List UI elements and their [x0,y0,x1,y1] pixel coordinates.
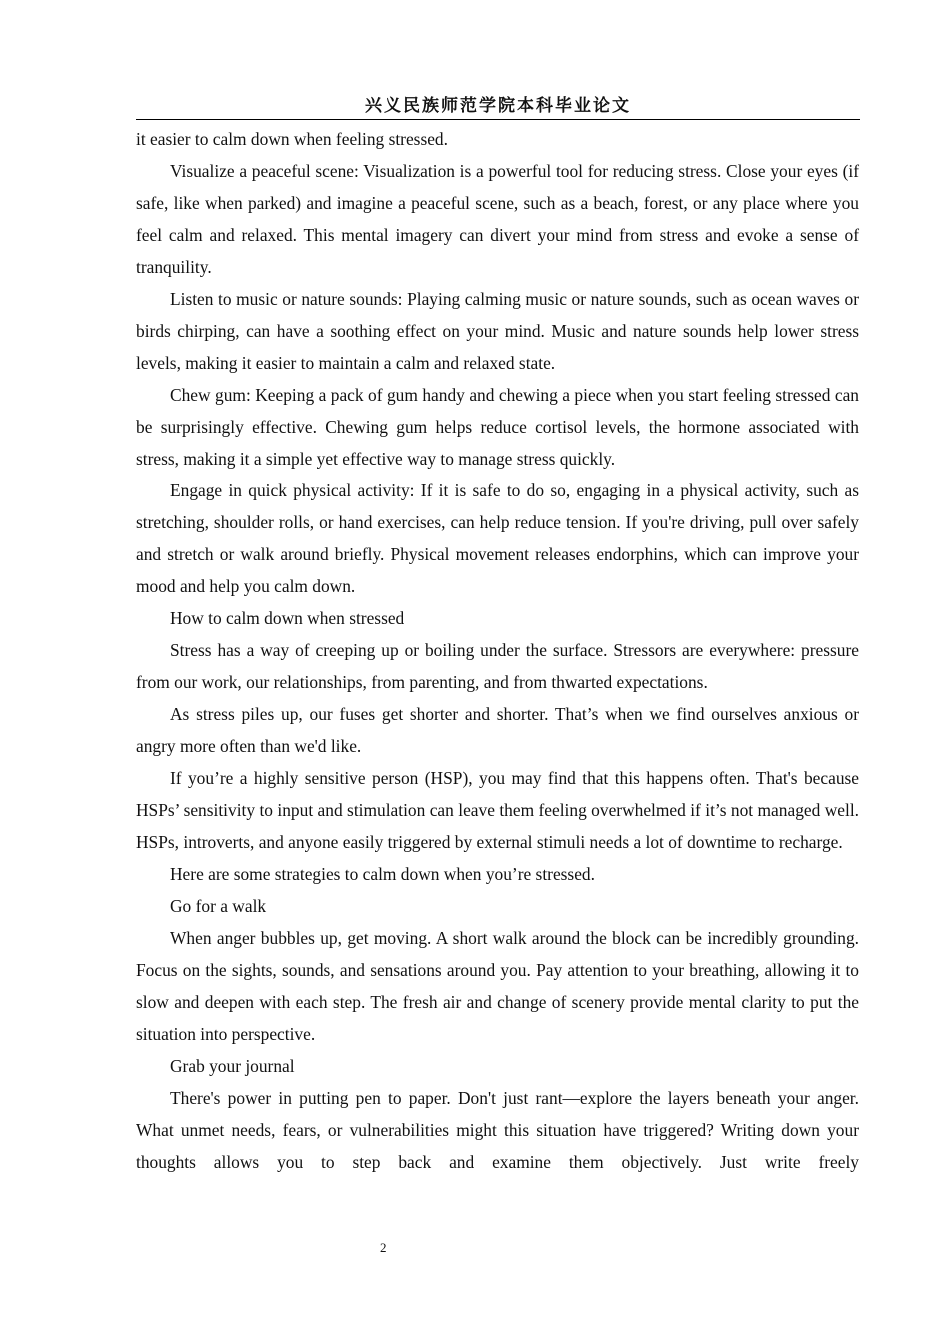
paragraph: If you’re a highly sensitive person (HSP), you may find that this happens often. That's because HSPs’ sensitivity to input and stimulation can leave them feeling overwhelmed if it’s not managed well. HSPs, introverts, and anyone easily triggered by external stimuli needs a lot of downtime to recharge. [136,768,859,852]
paragraph: Here are some strategies to calm down when you’re stressed. [170,863,595,884]
document-header-title: 兴义民族师范学院本科毕业论文 [365,96,631,116]
paragraph: As stress piles up, our fuses get shorter and shorter. That’s when we find ourselves anxious or angry more often than we'd like. [136,704,859,757]
page-number: 2 [380,1240,387,1255]
paragraph: Engage in quick physical activity: If it is safe to do so, engaging in a physical activity, such as stretching, shoulder rolls, or hand exercises, can help reduce tension. If you're driving, pull over safely and stretch or walk around briefly. Physical movement releases endorphins, which can improve your mood and help you calm down. [136,480,859,597]
section-heading: Grab your journal [170,1055,295,1076]
section-heading: How to calm down when stressed [170,608,405,629]
paragraph: Stress has a way of creeping up or boiling under the surface. Stressors are everywhere: pressure from our work, our relationships, from parenting, and from thwarted expectations. [136,640,859,693]
paragraph: Chew gum: Keeping a pack of gum handy and chewing a piece when you start feeling stressed can be surprisingly effective. Chewing gum helps reduce cortisol levels, the hormone associated with stress, making it a simple yet effective way to manage stress quickly. [136,384,859,469]
paragraph: Visualize a peaceful scene: Visualization is a powerful tool for reducing stress. Close your eyes (if safe, like when parked) and imagine a peaceful scene, such as a beach, forest, or any place where you feel calm and relaxed. This mental imagery can divert your mind from stress and evoke a sense of tranquility. [136,160,859,277]
paragraph: it easier to calm down when feeling stressed. [136,129,448,149]
section-heading: Go for a walk [170,895,267,916]
paragraph: Listen to music or nature sounds: Playing calming music or nature sounds, such as ocean waves or birds chirping, can have a soothing effect on your mind. Music and nature sounds help lower stress levels, making it easier to maintain a calm and relaxed state. [136,288,859,373]
paragraph: There's power in putting pen to paper. Don't just rant—explore the layers beneath your anger. What unmet needs, fears, or vulnerabilities might this situation have triggered? Writing down your thoughts allows you to step back and examine them objectively. Just write freely [136,1087,859,1172]
header-divider [136,119,860,120]
paragraph: When anger bubbles up, get moving. A short walk around the block can be incredibly grounding. Focus on the sights, sounds, and sensations around you. Pay attention to your breathing, allowing it to slow and deepen with each step. The fresh air and change of scenery provide mental clarity to put the situation into perspective. [136,927,859,1044]
document-body [136,124,859,1178]
